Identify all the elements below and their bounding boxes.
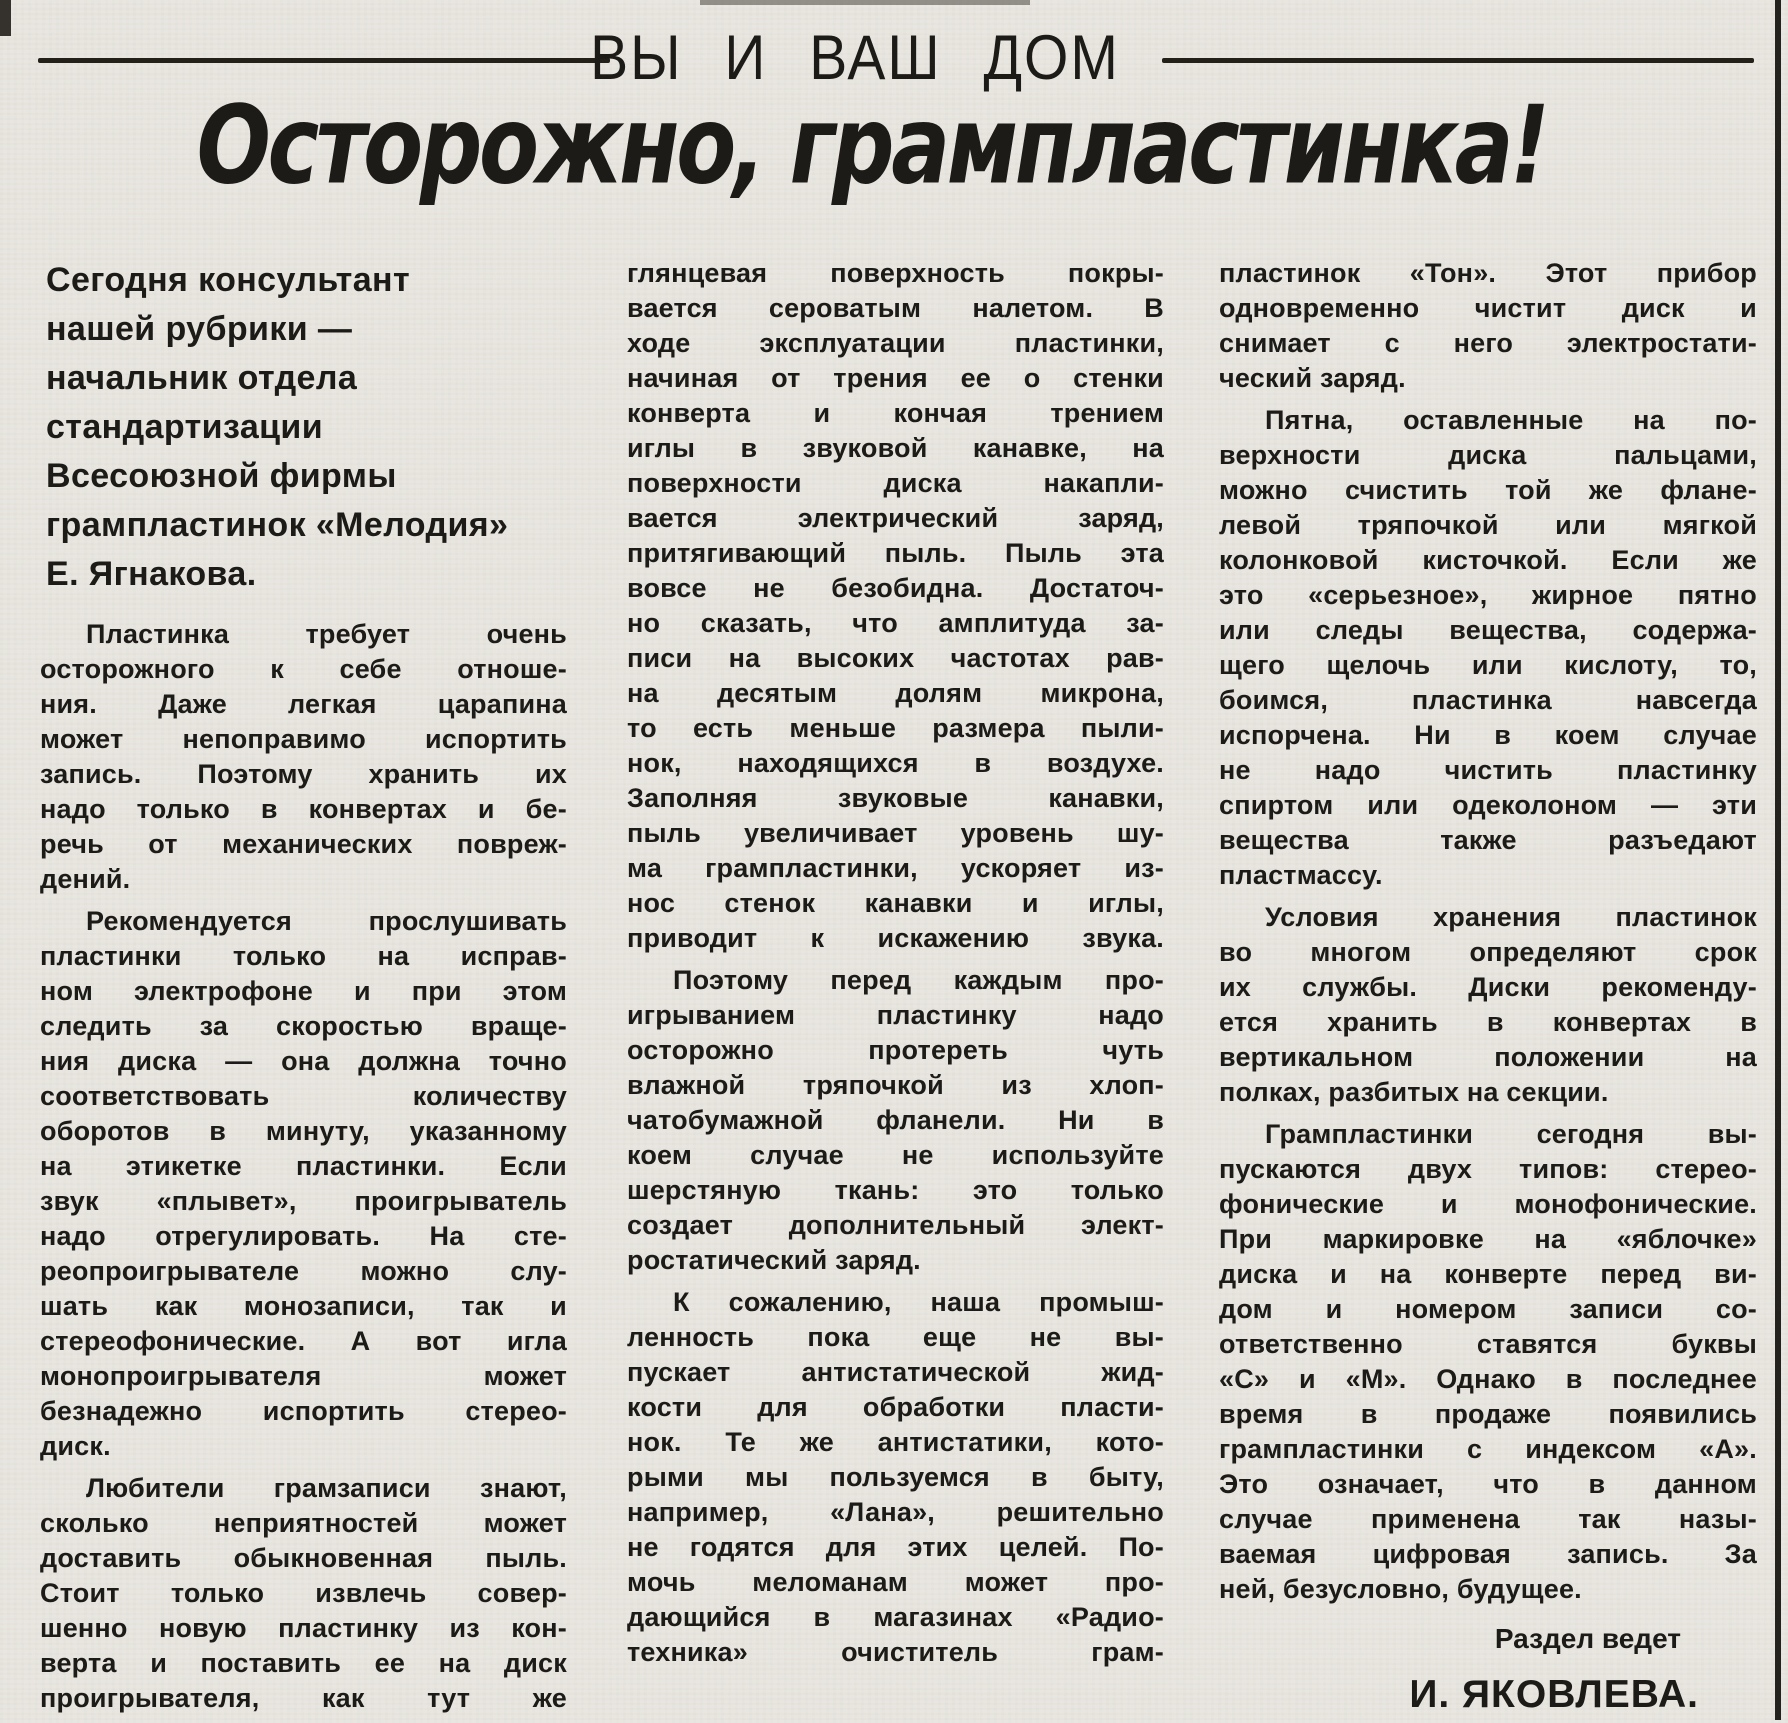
paragraph [627, 963, 1164, 1278]
text-line: ответственно ставятся буквы [1219, 1329, 1757, 1359]
text-line: влажной тряпочкой из хлоп- [627, 1070, 1164, 1100]
text-line: коем случае не используйте [627, 1140, 1164, 1170]
text-line: пускаются двух типов: стерео- [1219, 1154, 1757, 1184]
text-line: К сожалению, наша промыш- [673, 1287, 1164, 1317]
text-line: игрыванием пластинку надо [627, 1000, 1164, 1030]
text-line: это «серьезное», жирное пятно [1219, 580, 1757, 610]
text-line: Е. Ягнакова. [46, 555, 257, 593]
text-line: ленность пока еще не вы- [627, 1322, 1164, 1352]
text-line: или следы вещества, содержа- [1219, 615, 1757, 645]
text-line: случае применена так назы- [1219, 1504, 1757, 1534]
text-line: во многом определяют срок [1219, 937, 1757, 967]
text-line: можно счистить той же флане- [1219, 475, 1757, 505]
text-line: шать как монозаписи, так и [40, 1291, 567, 1321]
text-line: нок, находящихся в воздухе. [627, 748, 1164, 778]
text-line: глянцевая поверхность покры- [627, 258, 1164, 288]
text-line: шерстяную ткань: это только [627, 1175, 1164, 1205]
text-line: на этикетке пластинки. Если [40, 1151, 567, 1181]
column-3 [1219, 256, 1757, 1717]
paragraph [40, 904, 567, 1464]
paragraph [40, 617, 567, 897]
text-line: пластинки только на исправ- [40, 941, 567, 971]
text-line: не надо чистить пластинку [1219, 755, 1757, 785]
text-line: стереофонические. А вот игла [40, 1326, 567, 1356]
text-line: создает дополнительный элект- [627, 1210, 1164, 1240]
text-line: рыми мы пользуемся в быту, [627, 1462, 1164, 1492]
text-line: колонковой кисточкой. Если же [1219, 545, 1757, 575]
text-line: спиртом или одеколоном — эти [1219, 790, 1757, 820]
article-headline-text: Осторожно, грампластинка! [196, 81, 1548, 209]
rubric-rule-right [1162, 58, 1754, 63]
text-line: начальник отдела [46, 359, 358, 397]
text-line: монопроигрывателя может [40, 1361, 567, 1391]
paragraph [627, 1285, 1164, 1670]
text-line: Грампластинки сегодня вы- [1265, 1119, 1757, 1149]
text-line: осторожно протереть чуть [627, 1035, 1164, 1065]
text-line: доставить обыкновенная пыль. [40, 1543, 567, 1573]
text-line: речь от механических повреж- [40, 829, 567, 859]
text-line: Любители грамзаписи знают, [86, 1473, 567, 1503]
text-line: ростатический заряд. [627, 1245, 921, 1275]
text-line: Условия хранения пластинок [1265, 902, 1757, 932]
column-2 [627, 256, 1164, 1677]
text-line: Сегодня консультант [46, 261, 411, 299]
text-line: Всесоюзной фирмы [46, 457, 397, 495]
text-line: испорчена. Ни в коем случае [1219, 720, 1757, 750]
paragraph [1219, 256, 1757, 396]
text-line: вовсе не безобидна. Достаточ- [627, 573, 1164, 603]
text-line: сколько неприятностей может [40, 1508, 567, 1538]
text-line: оборотов в минуту, указанному [40, 1116, 567, 1146]
text-line: например, «Лана», решительно [627, 1497, 1164, 1527]
text-line: Поэтому перед каждым про- [673, 965, 1164, 995]
text-line: При маркировке на «яблочке» [1219, 1224, 1757, 1254]
text-line: проигрывателя, как тут же [40, 1683, 567, 1713]
text-line: ней, безусловно, будущее. [1219, 1574, 1582, 1604]
text-line: пускает антистатической жид- [627, 1357, 1164, 1387]
text-line: дающийся в магазинах «Радио- [627, 1602, 1164, 1632]
text-line: верта и поставить ее на диск [40, 1648, 567, 1678]
text-line: конверта и кончая трением [627, 398, 1164, 428]
text-line: писи на высоких частотах рав- [627, 643, 1164, 673]
text-line: стандартизации [46, 408, 324, 446]
text-line: надо отрегулировать. На сте- [40, 1221, 567, 1251]
article-headline [0, 81, 1766, 209]
paragraph [1219, 403, 1757, 893]
paragraph [1219, 1117, 1757, 1607]
text-line: щего щелочь или кислоту, то, [1219, 650, 1757, 680]
text-line: приводит к искажению звука. [627, 923, 1164, 953]
text-line: чатобумажной фланели. Ни в [627, 1105, 1164, 1135]
column-1 [40, 256, 567, 1723]
text-line: Пятна, оставленные на по- [1265, 405, 1757, 435]
text-line: время в продаже появились [1219, 1399, 1757, 1429]
text-line: шенно новую пластинку из кон- [40, 1613, 567, 1643]
text-line: поверхности диска накапли- [627, 468, 1164, 498]
text-line: диска и на конверте перед ви- [1219, 1259, 1757, 1289]
text-line: ния диска — она должна точно [40, 1046, 567, 1076]
text-line: ния. Даже легкая царапина [40, 689, 567, 719]
text-line: грампластинки с индексом «А». [1219, 1434, 1757, 1464]
text-line: иглы в звуковой канавке, на [627, 433, 1164, 463]
text-line: запись. Поэтому хранить их [40, 759, 567, 789]
text-line: мочь меломанам может про- [627, 1567, 1164, 1597]
text-line: пластинок «Тон». Этот прибор [1219, 258, 1757, 288]
text-line: осторожного к себе отноше- [40, 654, 567, 684]
text-line: верхности диска пальцами, [1219, 440, 1757, 470]
text-line: пыль увеличивает уровень шу- [627, 818, 1164, 848]
text-line: пластмассу. [1219, 860, 1383, 890]
text-line: «С» и «М». Однако в последнее [1219, 1364, 1757, 1394]
text-line: их службы. Диски рекоменду- [1219, 972, 1757, 1002]
text-line: вещества также разъедают [1219, 825, 1757, 855]
paragraph [1219, 900, 1757, 1110]
text-line: ваемая цифровая запись. За [1219, 1539, 1757, 1569]
text-line: грампластинок «Мелодия» [46, 506, 509, 544]
text-line: ном электрофоне и при этом [40, 976, 567, 1006]
byline-lead-in: Раздел ведет [1494, 1623, 1681, 1654]
right-column-divider-rule [1775, 0, 1781, 1720]
text-line: соответствовать количеству [40, 1081, 567, 1111]
scan-top-edge-mark [700, 0, 1030, 5]
text-line: Рекомендуется прослушивать [86, 906, 567, 936]
text-line: ческий заряд. [1219, 363, 1406, 393]
text-line: притягивающий пыль. Пыль эта [627, 538, 1164, 568]
text-line: кости для обработки пласти- [627, 1392, 1164, 1422]
text-line: реопроигрывателе можно слу- [40, 1256, 567, 1286]
text-line: ется хранить в конвертах в [1219, 1007, 1757, 1037]
text-line: фонические и монофонические. [1219, 1189, 1757, 1219]
text-line: не годятся для этих целей. По- [627, 1532, 1164, 1562]
text-line: вается сероватым налетом. В [627, 293, 1164, 323]
text-line: Заполняя звуковые канавки, [627, 783, 1164, 813]
byline-author-name: И. ЯКОВЛЕВА. [1409, 1673, 1699, 1716]
text-line: нок. Те же антистатики, кото- [627, 1427, 1164, 1457]
text-line: на десятым долям микрона, [627, 678, 1164, 708]
rubric-rule-left [38, 58, 610, 63]
text-line: боимся, пластинка навсегда [1219, 685, 1757, 715]
paragraph [40, 1471, 567, 1716]
text-line: но сказать, что амплитуда за- [627, 608, 1164, 638]
text-line: вается электрический заряд, [627, 503, 1164, 533]
text-line: ма грампластинки, ускоряет из- [627, 853, 1164, 883]
lede-paragraph [40, 256, 567, 599]
text-line: надо только в конвертах и бе- [40, 794, 567, 824]
text-line: Стоит только извлечь совер- [40, 1578, 567, 1608]
text-line: безнадежно испортить стерео- [40, 1396, 567, 1426]
text-line: одновременно чистит диск и [1219, 293, 1757, 323]
text-line: начиная от трения ее о стенки [627, 363, 1164, 393]
text-line: нашей рубрики — [46, 310, 353, 348]
text-line: звук «плывет», проигрыватель [40, 1186, 567, 1216]
paragraph [627, 256, 1164, 956]
text-line: дом и номером записи со- [1219, 1294, 1757, 1324]
text-line: Пластинка требует очень [86, 619, 567, 649]
text-line: вертикальном положении на [1219, 1042, 1757, 1072]
text-line: снимает с него электростати- [1219, 328, 1757, 358]
text-line: левой тряпочкой или мягкой [1219, 510, 1757, 540]
text-line: ходе эксплуатации пластинки, [627, 328, 1164, 358]
rubric-title: ВЫ И ВАШ ДОМ [590, 23, 1120, 94]
text-line: дений. [40, 864, 131, 894]
text-line: нос стенок канавки и иглы, [627, 888, 1164, 918]
text-line: техника» очиститель грам- [627, 1637, 1164, 1667]
text-line: Это означает, что в данном [1219, 1469, 1757, 1499]
text-line: диск. [40, 1431, 111, 1461]
text-line: то есть меньше размера пыли- [627, 713, 1164, 743]
text-line: может непоправимо испортить [40, 724, 567, 754]
text-line: полках, разбитых на секции. [1219, 1077, 1609, 1107]
text-line: следить за скоростью враще- [40, 1011, 567, 1041]
